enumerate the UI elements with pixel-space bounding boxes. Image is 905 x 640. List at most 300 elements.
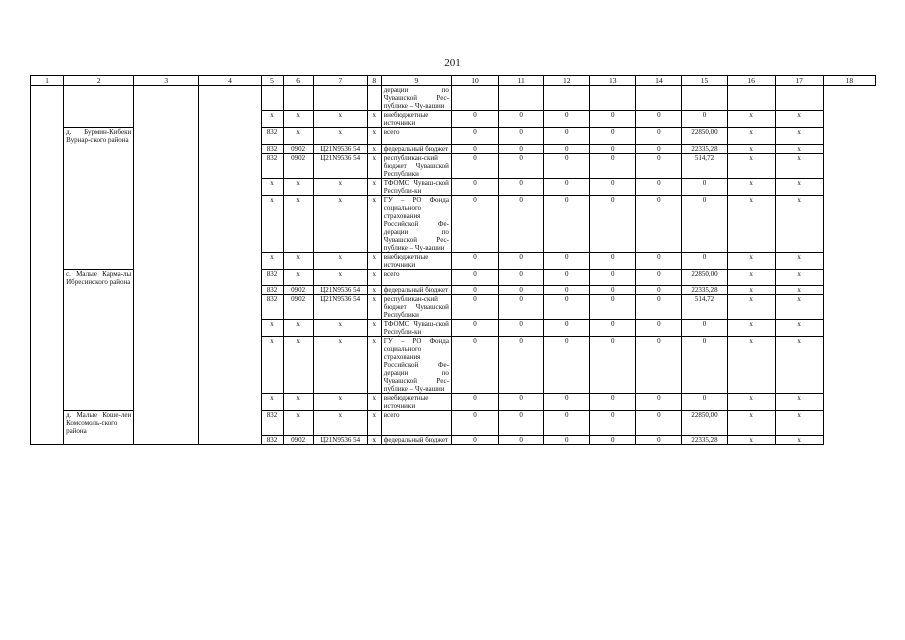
cell-value: 0 (499, 269, 544, 286)
cell-funding-source: федеральный бюджет (381, 435, 451, 444)
column-header-11: 11 (499, 76, 544, 86)
cell-section-code: x (283, 252, 313, 269)
cell-value: 0 (451, 394, 498, 411)
table-row (31, 195, 876, 252)
cell-value: 0 (590, 337, 636, 394)
cell-locality (64, 286, 134, 295)
cell-value: 0 (544, 269, 590, 286)
cell-value: x (727, 252, 775, 269)
cell-value: 0 (590, 144, 636, 153)
cell-value: 0 (636, 269, 682, 286)
cell-locality (64, 320, 134, 337)
cell-target-code: x (313, 111, 367, 128)
cell-ministry-code: 832 (261, 295, 283, 320)
cell-value: 0 (499, 178, 544, 195)
cell-value: 0 (636, 252, 682, 269)
cell-funding-source: ТФОМС Чуваш-ской Республи-ки (381, 178, 451, 195)
cell-value: 0 (636, 337, 682, 394)
cell-value: 0 (682, 337, 727, 394)
cell-value: x (727, 295, 775, 320)
cell-empty (134, 144, 199, 153)
cell-target-code: x (313, 269, 367, 286)
cell-empty (199, 337, 261, 394)
cell-value: 0 (590, 128, 636, 145)
cell-value: 0 (499, 295, 544, 320)
cell-value: 0 (451, 286, 498, 295)
cell-value: x (775, 394, 823, 411)
cell-locality (64, 337, 134, 394)
cell-value: x (727, 144, 775, 153)
cell-value (682, 86, 727, 111)
cell-value: 0 (451, 111, 498, 128)
cell-expense-type: x (367, 153, 381, 178)
cell-expense-type: x (367, 111, 381, 128)
cell-target-code: x (313, 178, 367, 195)
cell-value: x (727, 411, 775, 436)
table-body (31, 86, 876, 445)
cell-value: 0 (544, 295, 590, 320)
table-header (31, 76, 876, 86)
cell-value: 0 (451, 252, 498, 269)
cell-empty (134, 111, 199, 128)
column-header-7: 7 (313, 76, 367, 86)
cell-index (31, 144, 64, 153)
cell-empty (199, 411, 261, 436)
cell-ministry-code: x (261, 337, 283, 394)
cell-empty (134, 269, 199, 286)
cell-index (31, 178, 64, 195)
cell-value: 0 (499, 195, 544, 252)
cell-section-code: x (283, 320, 313, 337)
cell-value: 0 (590, 252, 636, 269)
cell-index (31, 195, 64, 252)
cell-locality (64, 394, 134, 411)
cell-target-code: Ц21N9536 54 (313, 153, 367, 178)
cell-value (544, 86, 590, 111)
cell-empty (134, 153, 199, 178)
cell-funding-source: всего (381, 269, 451, 286)
cell-value: x (775, 269, 823, 286)
cell-section-code: x (283, 195, 313, 252)
cell-ministry-code: 832 (261, 269, 283, 286)
column-header-5: 5 (261, 76, 283, 86)
cell-section-code: 0902 (283, 435, 313, 444)
cell-funding-source: всего (381, 411, 451, 436)
cell-value: 0 (636, 178, 682, 195)
cell-value: x (727, 337, 775, 394)
cell-locality (64, 86, 134, 111)
table-row (31, 337, 876, 394)
cell-value: 22850,00 (682, 269, 727, 286)
cell-value: 0 (636, 286, 682, 295)
cell-expense-type: x (367, 295, 381, 320)
cell-value (590, 86, 636, 111)
cell-empty (199, 195, 261, 252)
cell-expense-type: x (367, 337, 381, 394)
cell-index (31, 337, 64, 394)
column-header-2: 2 (64, 76, 134, 86)
cell-section-code: 0902 (283, 286, 313, 295)
cell-value: x (727, 128, 775, 145)
cell-value (451, 86, 498, 111)
cell-value: 0 (682, 394, 727, 411)
cell-value: 0 (451, 337, 498, 394)
cell-value: 0 (544, 286, 590, 295)
cell-value: x (775, 195, 823, 252)
column-header-14: 14 (636, 76, 682, 86)
cell-value: 0 (499, 435, 544, 444)
cell-index (31, 295, 64, 320)
cell-funding-source: республикан-ский бюджет Чувашской Республики (381, 153, 451, 178)
cell-ministry-code: x (261, 178, 283, 195)
cell-value: 0 (590, 195, 636, 252)
cell-value: 0 (636, 320, 682, 337)
cell-index (31, 320, 64, 337)
cell-target-code: Ц21N9536 54 (313, 295, 367, 320)
table-row (31, 86, 876, 111)
cell-value: 0 (451, 411, 498, 436)
table-row (31, 153, 876, 178)
cell-value: x (775, 178, 823, 195)
cell-index (31, 435, 64, 444)
cell-value: 0 (544, 337, 590, 394)
cell-ministry-code: 832 (261, 411, 283, 436)
cell-empty (134, 435, 199, 444)
cell-value: x (727, 153, 775, 178)
cell-value: 514,72 (682, 153, 727, 178)
cell-value: 0 (499, 144, 544, 153)
cell-empty (134, 411, 199, 436)
cell-locality (64, 295, 134, 320)
cell-value: 0 (451, 269, 498, 286)
cell-ministry-code: 832 (261, 286, 283, 295)
cell-value: 0 (636, 394, 682, 411)
cell-value (775, 86, 823, 111)
table-row (31, 252, 876, 269)
cell-ministry-code: x (261, 394, 283, 411)
cell-index (31, 411, 64, 436)
column-header-15: 15 (682, 76, 727, 86)
cell-value: 0 (499, 337, 544, 394)
cell-value: x (727, 269, 775, 286)
cell-value: 0 (544, 195, 590, 252)
column-header-17: 17 (775, 76, 823, 86)
cell-section-code: x (283, 394, 313, 411)
cell-expense-type: x (367, 411, 381, 436)
cell-funding-source: всего (381, 128, 451, 145)
cell-section-code: x (283, 111, 313, 128)
cell-section-code: x (283, 269, 313, 286)
table-row (31, 128, 876, 145)
cell-value: 0 (499, 252, 544, 269)
cell-funding-source: ГУ – РО Фонда социального страхования Российской Фе-дерации по Чувашской Рес-публике – Чу-вашии (381, 337, 451, 394)
cell-index (31, 128, 64, 145)
cell-value: x (727, 195, 775, 252)
cell-value: x (775, 411, 823, 436)
cell-funding-source: внебюджетные источники (381, 252, 451, 269)
cell-section-code: 0902 (283, 153, 313, 178)
cell-ministry-code: x (261, 111, 283, 128)
cell-index (31, 286, 64, 295)
cell-empty (134, 320, 199, 337)
cell-empty (134, 252, 199, 269)
cell-empty (134, 337, 199, 394)
cell-target-code: x (313, 195, 367, 252)
column-header-16: 16 (727, 76, 775, 86)
column-header-9: 9 (381, 76, 451, 86)
table-row (31, 286, 876, 295)
cell-locality (64, 178, 134, 195)
cell-value: 0 (544, 435, 590, 444)
cell-value: 0 (590, 295, 636, 320)
cell-section-code: x (283, 128, 313, 145)
cell-value: 0 (636, 411, 682, 436)
cell-value: 0 (636, 111, 682, 128)
cell-value: 0 (590, 435, 636, 444)
cell-value: 0 (682, 320, 727, 337)
cell-locality (64, 435, 134, 444)
cell-value (727, 86, 775, 111)
cell-value: x (775, 320, 823, 337)
cell-value: 0 (451, 128, 498, 145)
cell-value: x (727, 286, 775, 295)
cell-expense-type: x (367, 435, 381, 444)
cell-value: x (775, 435, 823, 444)
cell-funding-source: федеральный бюджет (381, 144, 451, 153)
cell-index (31, 111, 64, 128)
cell-value: 0 (544, 128, 590, 145)
cell-value: 0 (544, 411, 590, 436)
cell-value: 0 (636, 435, 682, 444)
table-row (31, 394, 876, 411)
cell-locality: д. Малые Кошe-лeи Комсомоль-ского района (64, 411, 134, 436)
cell-target-code: x (313, 252, 367, 269)
table-row (31, 320, 876, 337)
cell-value: 22335,28 (682, 435, 727, 444)
column-header-6: 6 (283, 76, 313, 86)
cell-expense-type: x (367, 144, 381, 153)
cell-value: x (775, 144, 823, 153)
cell-ministry-code: 832 (261, 153, 283, 178)
cell-target-code: x (313, 411, 367, 436)
cell-target-code: x (313, 128, 367, 145)
cell-empty (134, 195, 199, 252)
cell-value: x (727, 320, 775, 337)
cell-section-code: 0902 (283, 295, 313, 320)
cell-locality (64, 195, 134, 252)
cell-value: 0 (451, 295, 498, 320)
cell-value: 0 (451, 435, 498, 444)
column-header-10: 10 (451, 76, 498, 86)
cell-empty (199, 144, 261, 153)
column-header-4: 4 (199, 76, 261, 86)
cell-locality: с. Малые Карма-лы Ибресинского района (64, 269, 134, 286)
cell-funding-source: внебюджетные источники (381, 394, 451, 411)
cell-value: x (727, 111, 775, 128)
cell-value: 0 (499, 411, 544, 436)
cell-expense-type: x (367, 128, 381, 145)
column-header-12: 12 (544, 76, 590, 86)
cell-value: 0 (451, 144, 498, 153)
cell-value: 0 (499, 111, 544, 128)
cell-section-code: x (283, 178, 313, 195)
cell-ministry-code: x (261, 252, 283, 269)
cell-value: 22335,28 (682, 286, 727, 295)
cell-empty (199, 252, 261, 269)
cell-value: x (727, 435, 775, 444)
cell-value: 0 (590, 153, 636, 178)
column-header-1: 1 (31, 76, 64, 86)
table-row (31, 144, 876, 153)
cell-funding-source: ГУ – РО Фонда социального страхования Российской Фе-дерации по Чувашской Рес-публике – Чу-вашии (381, 195, 451, 252)
cell-value: 0 (636, 144, 682, 153)
cell-locality (64, 153, 134, 178)
cell-empty (199, 320, 261, 337)
cell-empty (199, 86, 261, 111)
cell-value: 22850,00 (682, 411, 727, 436)
cell-expense-type: x (367, 394, 381, 411)
cell-expense-type (367, 86, 381, 111)
cell-ministry-code: x (261, 320, 283, 337)
cell-expense-type: x (367, 178, 381, 195)
cell-value: 0 (499, 286, 544, 295)
cell-empty (199, 178, 261, 195)
cell-funding-source: республикан-ский бюджет Чувашской Республики (381, 295, 451, 320)
cell-target-code: Ц21N9536 54 (313, 144, 367, 153)
cell-target-code: x (313, 320, 367, 337)
cell-empty (199, 295, 261, 320)
cell-value: 514,72 (682, 295, 727, 320)
cell-empty (199, 286, 261, 295)
cell-target-code: Ц21N9536 54 (313, 435, 367, 444)
cell-value: 0 (499, 128, 544, 145)
cell-value (499, 86, 544, 111)
cell-value: 0 (544, 144, 590, 153)
cell-expense-type: x (367, 252, 381, 269)
table-row (31, 295, 876, 320)
cell-funding-source: федеральный бюджет (381, 286, 451, 295)
cell-ministry-code: 832 (261, 435, 283, 444)
cell-funding-source: дерации по Чувашской Рес-публике – Чу-вашии (381, 86, 451, 111)
cell-expense-type: x (367, 269, 381, 286)
cell-value: 0 (544, 394, 590, 411)
cell-value: 0 (590, 394, 636, 411)
page-number: 201 (444, 57, 461, 69)
cell-locality (64, 252, 134, 269)
cell-empty (199, 128, 261, 145)
cell-value: 0 (590, 178, 636, 195)
cell-ministry-code: 832 (261, 144, 283, 153)
cell-locality (64, 144, 134, 153)
cell-index (31, 269, 64, 286)
column-header-13: 13 (590, 76, 636, 86)
cell-value: x (775, 153, 823, 178)
cell-value: 0 (590, 320, 636, 337)
cell-expense-type: x (367, 195, 381, 252)
cell-value: 0 (451, 320, 498, 337)
cell-value: 0 (590, 269, 636, 286)
cell-target-code (313, 86, 367, 111)
cell-value: x (775, 295, 823, 320)
cell-value: x (727, 394, 775, 411)
cell-value: 0 (544, 111, 590, 128)
cell-value (636, 86, 682, 111)
cell-empty (134, 128, 199, 145)
cell-value: 22335,28 (682, 144, 727, 153)
cell-value: 0 (451, 178, 498, 195)
cell-value: 0 (636, 295, 682, 320)
table-row (31, 435, 876, 444)
cell-value: 0 (499, 394, 544, 411)
cell-value: 0 (590, 286, 636, 295)
table-row (31, 178, 876, 195)
cell-empty (134, 295, 199, 320)
cell-value: 0 (590, 111, 636, 128)
cell-empty (134, 86, 199, 111)
cell-ministry-code: 832 (261, 128, 283, 145)
cell-value: 0 (544, 178, 590, 195)
cell-index (31, 394, 64, 411)
cell-value: x (775, 337, 823, 394)
cell-locality: д. Бурмин-Кибеки Вурнар-ского района (64, 128, 134, 145)
cell-empty (134, 286, 199, 295)
cell-empty (199, 269, 261, 286)
cell-value: 0 (636, 195, 682, 252)
cell-value: 0 (636, 128, 682, 145)
cell-value: 0 (682, 195, 727, 252)
cell-value: 0 (682, 111, 727, 128)
cell-value: 0 (451, 153, 498, 178)
cell-value: 0 (544, 153, 590, 178)
cell-expense-type: x (367, 286, 381, 295)
cell-value: 22850,00 (682, 128, 727, 145)
cell-section-code: x (283, 411, 313, 436)
cell-value: x (775, 252, 823, 269)
cell-value: 0 (451, 195, 498, 252)
cell-value: x (775, 128, 823, 145)
cell-index (31, 252, 64, 269)
cell-empty (199, 435, 261, 444)
cell-empty (199, 394, 261, 411)
cell-value: 0 (682, 252, 727, 269)
cell-empty (134, 394, 199, 411)
cell-value: x (775, 286, 823, 295)
cell-value: 0 (544, 252, 590, 269)
cell-target-code: x (313, 337, 367, 394)
table-row (31, 411, 876, 436)
cell-funding-source: ТФОМС Чуваш-ской Республи-ки (381, 320, 451, 337)
cell-index (31, 86, 64, 111)
cell-ministry-code (261, 86, 283, 111)
cell-expense-type: x (367, 320, 381, 337)
cell-funding-source: внебюджетные источники (381, 111, 451, 128)
cell-value: 0 (636, 153, 682, 178)
cell-empty (134, 178, 199, 195)
cell-value: 0 (682, 178, 727, 195)
cell-empty (199, 153, 261, 178)
cell-empty (199, 111, 261, 128)
cell-value: 0 (499, 153, 544, 178)
cell-section-code: x (283, 337, 313, 394)
budget-table (30, 75, 876, 445)
column-header-8: 8 (367, 76, 381, 86)
cell-value: x (775, 111, 823, 128)
cell-value: 0 (499, 320, 544, 337)
cell-target-code: Ц21N9536 54 (313, 286, 367, 295)
cell-index (31, 153, 64, 178)
column-header-3: 3 (134, 76, 199, 86)
cell-value: 0 (544, 320, 590, 337)
